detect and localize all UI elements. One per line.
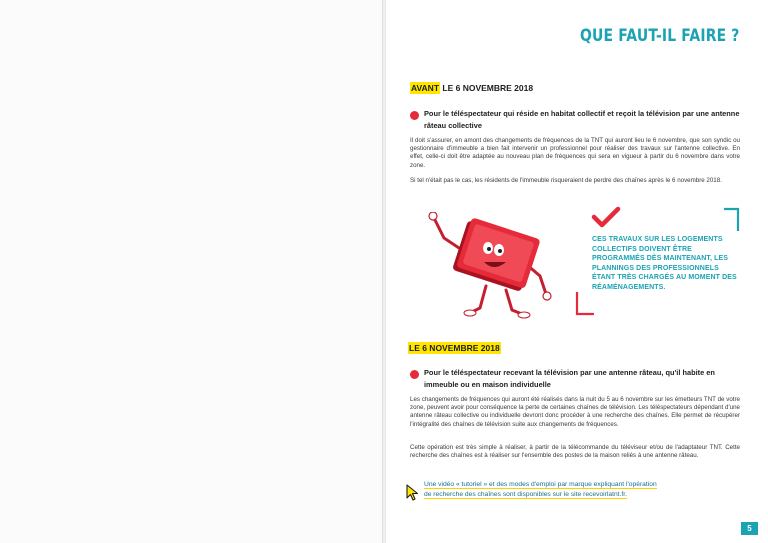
- callout-text: CES TRAVAUX SUR LES LOGEMENTS COLLECTIFS DOIVENT ÊTRE PROGRAMMÉS DÈS MAINTENANT, LES PLANNINGS DES PROFESSIONNELS ÉTANT TRÈS CHARGÉS AU MOMENT DES RÉAMÉNAGEMENTS.: [592, 236, 737, 291]
- bullet-title-collective: Pour le téléspectateur qui réside en habitat collectif et reçoit la télévision par une antenne râteau collective: [424, 109, 740, 130]
- recevoirlatnt-link[interactable]: [424, 480, 734, 500]
- heading-highlight-2: LE 6 NOVEMBRE 2018: [409, 343, 500, 353]
- checkmark-icon: [591, 206, 621, 230]
- red-bullet-icon: [410, 111, 419, 120]
- right-page: [386, 0, 768, 543]
- heading-rest: LE 6 NOVEMBRE 2018: [440, 83, 534, 93]
- paragraph-collective-1: Il doit s'assurer, en amont des changements de fréquences de la TNT qui auront lieu le 6 novembre, que son syndic ou gestionnaire d'immeuble a bien fait intervenir un professionnel pour réaliser des travaux sur l'antenne collective. En effet, celle-ci doit être adaptée au nouveau plan de fréquences qui sera en vigueur à partir du 6 novembre dans votre zone.: [410, 137, 740, 169]
- cursor-pointer-icon: [406, 484, 420, 502]
- heading-highlight: AVANT: [411, 83, 440, 93]
- red-bullet-icon-2: [410, 370, 419, 379]
- page-number: 5: [741, 522, 758, 535]
- paragraph-antenne-1: Les changements de fréquences qui auront été réalisés dans la nuit du 5 au 6 novembre sur les émetteurs TNT de votre zone, peuvent avoir pour conséquence la perte de certaines chaînes de télévision. Les téléspectateurs dépendant d'une antenne râteau collective ou individuelle devront donc procéder à une recherche des chaînes. Elle permet de récupérer l'intégralité des chaînes de télévision suite aux changements de fréquences.: [410, 396, 740, 428]
- link-line-2: de recherche des chaînes sont disponibles sur le site recevoirlatnt.fr.: [424, 491, 627, 498]
- link-line-1: Une vidéo « tutoriel » et des modes d'emploi par marque expliquant l'opération: [424, 481, 657, 488]
- bullet-title-antenne: Pour le téléspectateur recevant la télévision par une antenne râteau, qu'il habite en immeuble ou en maison individuelle: [424, 368, 715, 389]
- section-heading-le6: [408, 343, 501, 353]
- paragraph-antenne-2: Cette opération est très simple à réaliser, à partir de la télécommande du téléviseur et/ou de l'adaptateur TNT. Cette recherche des chaînes est à réaliser sur l'ensemble des postes de la maison reliés à une antenne râteau.: [410, 444, 740, 460]
- tv-mascot-illustration: [414, 212, 564, 322]
- paragraph-collective-2: Si tel n'était pas le cas, les résidents de l'immeuble risqueraient de perdre des chaînes après le 6 novembre 2018.: [410, 177, 722, 184]
- section-heading-avant: [410, 83, 533, 93]
- page-title: QUE FAUT-IL FAIRE ?: [580, 26, 740, 46]
